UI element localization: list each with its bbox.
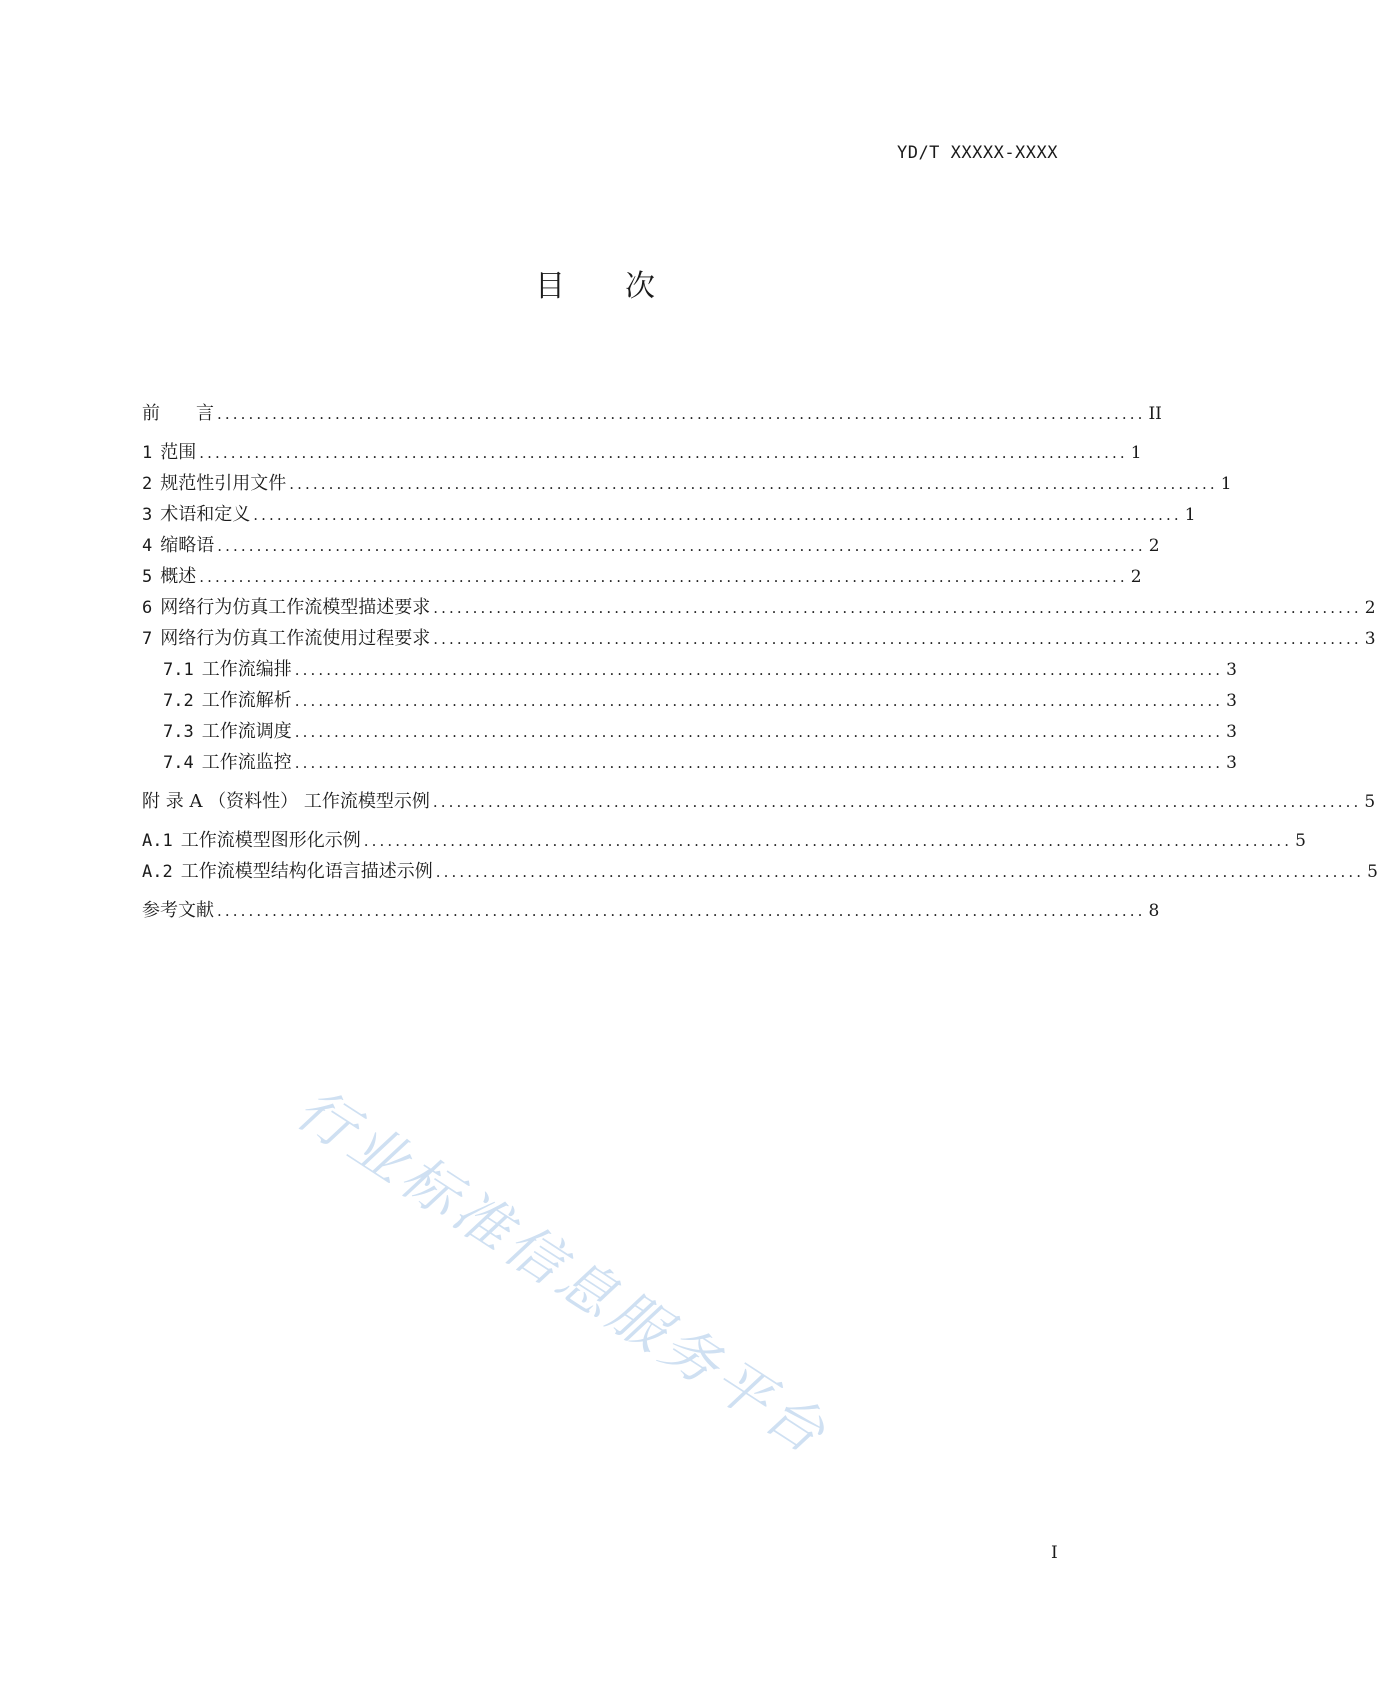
watermark: 行业标准信息服务平台 [284,1076,841,1469]
toc-label: 术语和定义 [160,504,251,525]
toc-leader: ...................................................................................................................... [433,630,1362,648]
toc-entry-5[interactable] [142,561,1142,592]
toc-page: II [1148,404,1162,424]
toc-label: 前 言 [142,403,214,424]
toc-number: 7.2 [163,691,194,711]
toc-label: 工作流监控 [201,752,292,773]
toc-entry-7[interactable] [142,623,1376,654]
toc-number: A.2 [142,862,173,882]
toc-page: 5 [1295,831,1306,851]
toc-entry-6[interactable] [142,592,1376,623]
toc-leader: ...................................................................................................................... [217,902,1146,920]
title-char-2: 次 [625,269,655,304]
title-char-1: 目 [535,269,565,304]
toc-page: 3 [1226,660,1237,680]
toc-page: 2 [1148,536,1160,556]
toc-page: 1 [1184,505,1196,525]
toc-label: 网络行为仿真工作流模型描述要求 [160,597,431,618]
toc-leader: ...................................................................................................................... [363,832,1293,850]
toc-page: 2 [1364,598,1376,618]
toc-leader: ...................................................................................................................... [253,506,1182,524]
toc-label: 工作流模型图形化示例 [180,830,361,851]
toc-number: 6 [142,598,153,618]
toc-page: 1 [1220,474,1232,494]
toc-entry-bibliography[interactable] [142,895,1160,926]
toc-label: 缩略语 [160,535,215,556]
toc-label: 工作流编排 [201,659,292,680]
toc-entry-3[interactable] [142,499,1196,530]
toc-leader: ...................................................................................................................... [294,692,1224,710]
toc-label: 概述 [160,566,197,587]
toc-leader: ...................................................................................................................... [294,723,1224,741]
toc-number: 7.4 [163,753,194,773]
toc-leader: ...................................................................................................................... [217,537,1146,555]
toc-leader: ...................................................................................................................... [217,405,1146,423]
toc-leader: ...................................................................................................................... [294,754,1224,772]
toc-label: 网络行为仿真工作流使用过程要求 [160,628,431,649]
toc-label: 参考文献 [142,900,214,921]
toc-number: 2 [142,474,153,494]
toc-entry-7-3[interactable] [142,716,1237,747]
toc-leader: ...................................................................................................................... [199,444,1128,462]
toc-page: 3 [1226,722,1237,742]
toc-page: 1 [1130,443,1142,463]
toc-page: 3 [1226,691,1237,711]
toc-leader: ...................................................................................................................... [433,599,1362,617]
toc-number: 1 [142,443,153,463]
toc-label: 工作流解析 [201,690,292,711]
toc-label: 规范性引用文件 [160,473,287,494]
toc-number: 5 [142,567,153,587]
toc-page: 2 [1130,567,1142,587]
toc-entry-2[interactable] [142,468,1232,499]
toc-page: 3 [1226,753,1237,773]
toc-page: 5 [1364,792,1376,812]
toc-leader: ...................................................................................................................... [199,568,1128,586]
toc-entry-appendix-a[interactable] [142,786,1376,817]
toc-entry-a-2[interactable] [142,856,1378,887]
toc-number: 4 [142,536,153,556]
toc-number: A.1 [142,831,173,851]
toc-page: 5 [1367,862,1378,882]
page-title [0,261,1190,305]
toc-number: 7 [142,629,153,649]
toc-entry-7-1[interactable] [142,654,1237,685]
toc-page: 3 [1364,629,1376,649]
toc-leader: ...................................................................................................................... [294,661,1224,679]
table-of-contents [142,398,1378,926]
toc-leader: ...................................................................................................................... [289,475,1218,493]
toc-page: 8 [1148,901,1160,921]
toc-label: 范围 [160,442,197,463]
toc-label: 工作流模型结构化语言描述示例 [180,861,433,882]
page-number: I [1051,1543,1058,1563]
toc-entry-4[interactable] [142,530,1160,561]
toc-number: 3 [142,505,153,525]
document-code: YD/T XXXXX-XXXX [896,143,1058,163]
toc-entry-a-1[interactable] [142,825,1306,856]
toc-entry-7-2[interactable] [142,685,1237,716]
toc-entry-1[interactable] [142,437,1142,468]
toc-label: 工作流调度 [201,721,292,742]
toc-entry-foreword[interactable] [142,398,1162,429]
toc-entry-7-4[interactable] [142,747,1237,778]
toc-leader: ...................................................................................................................... [435,863,1365,881]
toc-label: 附 录 A （资料性） 工作流模型示例 [142,791,430,812]
toc-number: 7.3 [163,722,194,742]
toc-number: 7.1 [163,660,194,680]
toc-leader: ...................................................................................................................... [432,793,1362,811]
